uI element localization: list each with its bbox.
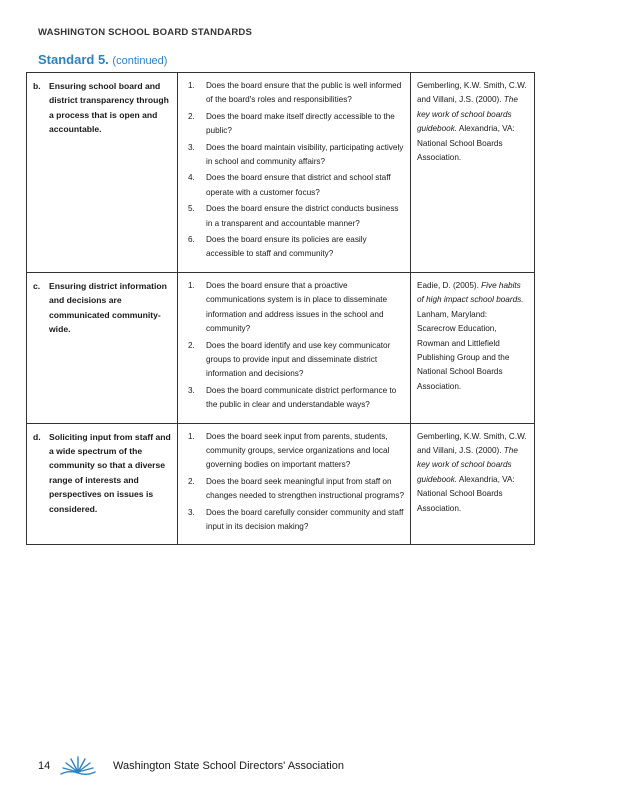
resource-cell bbox=[411, 272, 535, 423]
standard-row bbox=[27, 73, 535, 273]
resource-publisher: Alexandria, VA: National School Boards Association. bbox=[417, 124, 515, 163]
question-text: Does the board identify and use key communicator groups to provide input and disseminate district information and decisions? bbox=[206, 340, 391, 379]
continued-label: (continued) bbox=[112, 55, 168, 67]
standard-row bbox=[27, 423, 535, 545]
running-header: WASHINGTON SCHOOL BOARD STANDARDS bbox=[38, 27, 253, 38]
question-number: 2. bbox=[188, 476, 195, 486]
question-number: 4. bbox=[188, 173, 195, 183]
page-number: 14 bbox=[38, 760, 51, 772]
question-text: Does the board ensure that district and school staff operate with a customer focus? bbox=[206, 173, 391, 197]
question-number: 6. bbox=[188, 235, 195, 245]
question-item bbox=[184, 233, 404, 262]
question-number: 5. bbox=[188, 204, 195, 214]
criterion-letter: c. bbox=[33, 280, 41, 291]
question-number: 1. bbox=[188, 431, 195, 441]
question-item bbox=[184, 475, 404, 504]
question-item bbox=[184, 384, 404, 413]
resource-title: The key work of school boards guidebook. bbox=[417, 95, 518, 134]
question-text: Does the board ensure the district conducts business in a transparent and accountable manner? bbox=[206, 204, 399, 228]
question-item bbox=[184, 279, 404, 337]
question-text: Does the board ensure that a proactive communications system is in place to disseminate information and address issues in the school and community? bbox=[206, 280, 388, 334]
resource-cell bbox=[411, 73, 535, 273]
question-number: 3. bbox=[188, 385, 195, 395]
question-text: Does the board communicate district performance to the public in clear and understandable ways? bbox=[206, 385, 397, 410]
resource-title: The key work of school boards guidebook. bbox=[417, 445, 518, 484]
question-text: Does the board make itself directly accessible to the public? bbox=[206, 111, 395, 136]
question-item bbox=[184, 110, 404, 139]
question-list bbox=[184, 79, 404, 262]
standard-row bbox=[27, 272, 535, 423]
question-number: 1. bbox=[188, 280, 195, 290]
questions-cell bbox=[178, 423, 411, 545]
wssda-burst-logo-icon bbox=[58, 754, 98, 776]
criterion-text: Soliciting input from staff and a wide spectrum of the community so that a diverse range of interests and perspectives on issues is considered. bbox=[49, 431, 171, 514]
standard-title bbox=[38, 52, 167, 67]
resource-publisher: Lanham, Maryland: Scarecrow Education, Rowman and Littlefield Publishing Group and the National School Boards Association. bbox=[417, 309, 510, 391]
criterion-text: Ensuring district information and decisions are communicated community-wide. bbox=[49, 280, 167, 335]
question-number: 2. bbox=[188, 111, 195, 121]
question-list bbox=[184, 279, 404, 413]
question-item bbox=[184, 171, 404, 200]
question-number: 3. bbox=[188, 507, 195, 517]
resource-authors: Eadie, D. (2005). bbox=[417, 280, 482, 290]
question-list bbox=[184, 430, 404, 535]
criterion-letter: d. bbox=[33, 431, 41, 442]
footer-organization: Washington State School Directors' Association bbox=[113, 760, 344, 772]
questions-cell bbox=[178, 73, 411, 273]
resource-authors: Gemberling, K.W. Smith, C.W. and Villani, J.S. (2000). bbox=[417, 431, 527, 455]
question-text: Does the board carefully consider community and staff input in its decision making? bbox=[206, 507, 404, 531]
question-text: Does the board maintain visibility, participating actively in school and community affairs? bbox=[206, 142, 404, 167]
question-item bbox=[184, 141, 404, 170]
questions-cell bbox=[178, 272, 411, 423]
question-text: Does the board seek input from parents, students, community groups, service organizations and local governing bodies on important matters? bbox=[206, 431, 390, 470]
question-number: 2. bbox=[188, 340, 195, 350]
question-item bbox=[184, 339, 404, 382]
criterion-cell bbox=[27, 423, 178, 545]
question-text: Does the board ensure that the public is well informed of the board's roles and responsibilities? bbox=[206, 81, 402, 105]
resource-title: Five habits of high impact school boards. bbox=[417, 280, 524, 305]
criterion-letter: b. bbox=[33, 81, 41, 91]
criterion-text: Ensuring school board and district transparency through a process that is open and accountable. bbox=[49, 81, 169, 135]
question-number: 3. bbox=[188, 142, 195, 152]
question-text: Does the board seek meaningful input from staff on changes needed to strengthen instructional programs? bbox=[206, 476, 404, 501]
question-item bbox=[184, 430, 404, 473]
criterion-cell bbox=[27, 73, 178, 273]
resource-publisher: Alexandria, VA: National School Boards Association. bbox=[417, 474, 515, 513]
resource-authors: Gemberling, K.W. Smith, C.W. and Villani, J.S. (2000). bbox=[417, 81, 527, 105]
question-text: Does the board ensure its policies are easily accessible to staff and community? bbox=[206, 235, 367, 259]
standard-number: Standard 5. bbox=[38, 52, 109, 67]
criterion-cell bbox=[27, 272, 178, 423]
standard-table bbox=[26, 72, 535, 545]
question-item bbox=[184, 202, 404, 231]
resource-cell bbox=[411, 423, 535, 545]
question-number: 1. bbox=[188, 81, 195, 90]
question-item bbox=[184, 506, 404, 535]
question-item bbox=[184, 79, 404, 108]
